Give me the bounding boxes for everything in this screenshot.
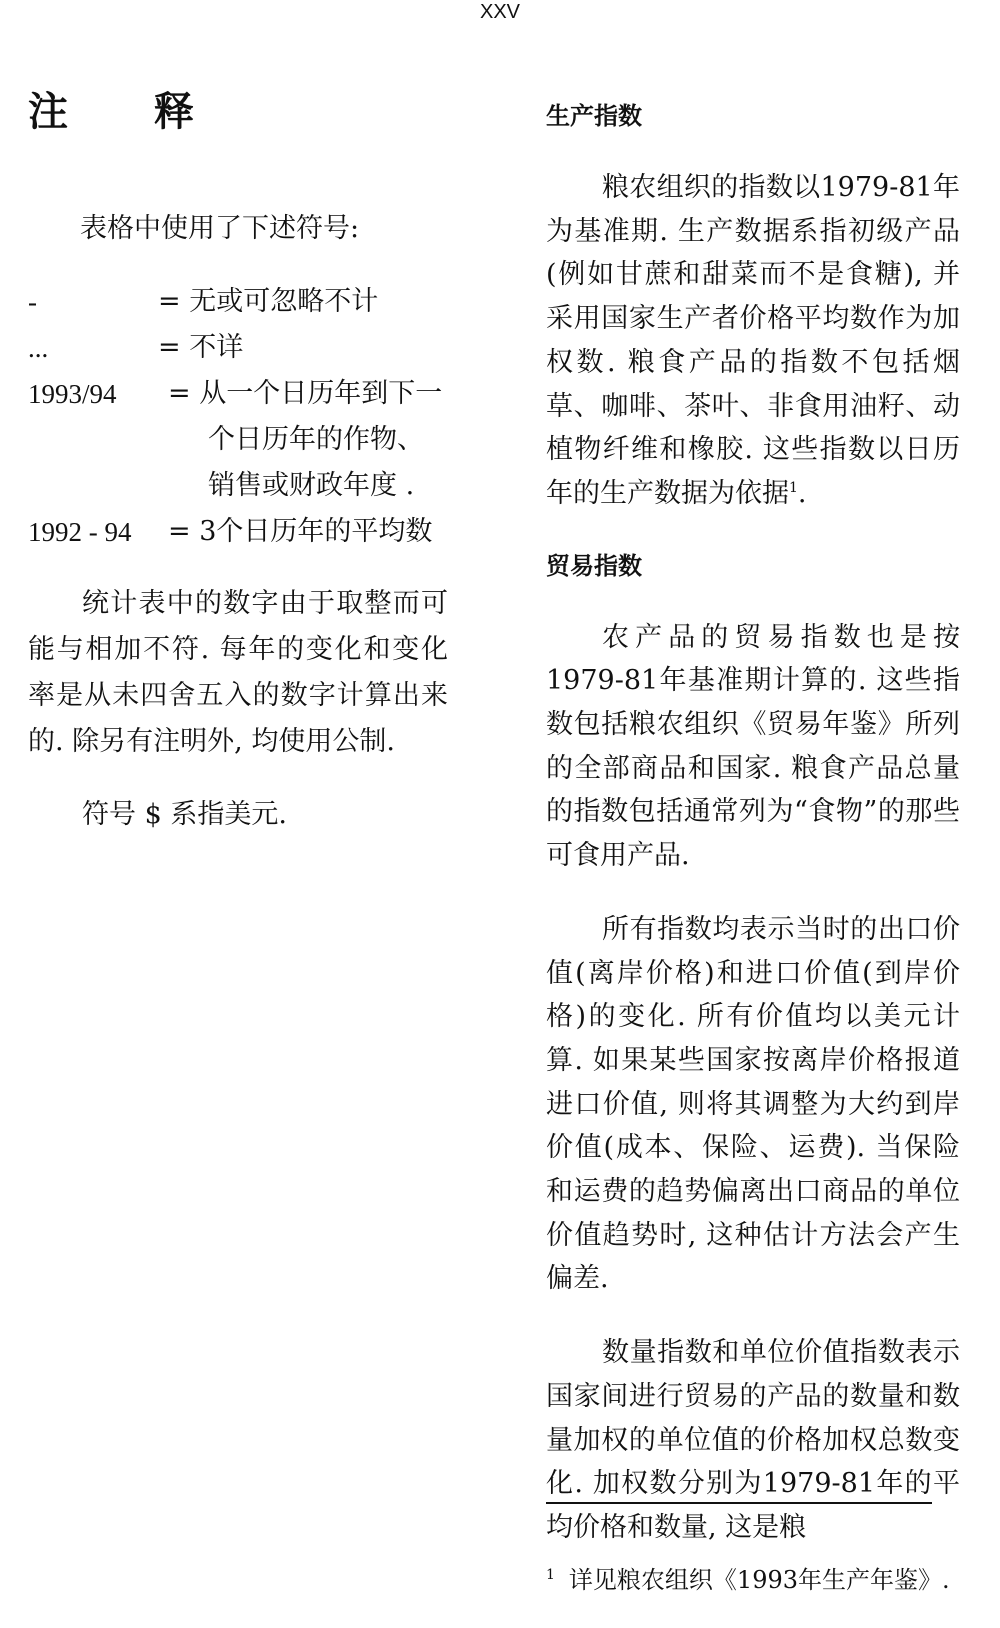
right-column bbox=[546, 96, 960, 1580]
symbol: - bbox=[28, 287, 37, 317]
symbol: ... bbox=[28, 333, 49, 363]
symbol-list bbox=[28, 279, 448, 555]
trade-paragraph: 农产品的贸易指数也是按1979-81年基准期计算的. 这些指数包括粮农组织《贸易年鉴》所列的全部商品和国家. 粮食产品总量的指数包括通常列为“食物”的那些可食用产品. bbox=[546, 621, 960, 872]
symbol-meaning: = 无或可忽略不计 bbox=[158, 286, 379, 317]
production-text-end: . bbox=[797, 477, 807, 509]
trade-paragraph: 所有指数均表示当时的出口价值(离岸价格)和进口价值(到岸价格)的变化. 所有价值均以美元计算. 如果某些国家按离岸价格报道进口价值, 则将其调整为大约到岸价值(成本、保险、运费). 当保险和运费的趋势偏离出口商品的单位价值趋势时, 这种估计方法会产生偏差. bbox=[546, 913, 960, 1295]
dollar-note: 符号 $ 系指美元. bbox=[82, 799, 287, 830]
production-text: 粮农组织的指数以1979-81年为基准期. 生产数据系指初级产品(例如甘蔗和甜菜而不是食糖), 并采用国家生产者价格平均数作为加权数. 粮食产品的指数不包括烟草、咖啡、茶叶、非食用油籽、动植物纤维和橡胶. 这些指数以日历年的生产数据为依据 bbox=[546, 172, 960, 509]
footnote bbox=[546, 1560, 950, 1595]
symbols-intro: 表格中使用了下述符号: bbox=[80, 213, 360, 244]
symbol: 1992 - 94 bbox=[28, 517, 132, 547]
footnote-text: 详见粮农组织《1993年生产年鉴》. bbox=[568, 1566, 950, 1594]
footnote-reference: 1 bbox=[789, 479, 798, 496]
page-number: XXV bbox=[479, 1, 521, 23]
footnote-divider bbox=[546, 1502, 932, 1504]
symbol: 1993/94 bbox=[28, 379, 117, 409]
symbol-row bbox=[28, 509, 448, 555]
trade-paragraph: 数量指数和单位价值指数表示国家间进行贸易的产品的数量和数量加权的单位值的价格加权总数变化. 加权数分别为1979-81年的平均价格和数量, 这是粮 bbox=[546, 1337, 960, 1543]
footnote-mark: 1 bbox=[546, 1567, 555, 1583]
left-column bbox=[28, 205, 448, 865]
symbol-meaning: = 3个日历年的平均数 bbox=[168, 516, 433, 547]
production-paragraph bbox=[546, 166, 960, 516]
symbol-meaning: = 不详 bbox=[158, 332, 244, 363]
page-title: 注 释 bbox=[28, 88, 230, 135]
symbol-row bbox=[28, 371, 448, 509]
trade-heading: 贸易指数 bbox=[546, 550, 642, 580]
symbol-meaning: = 从一个日历年到下一个日历年的作物、销售或财政年度 . bbox=[168, 378, 443, 501]
rounding-note: 统计表中的数字由于取整而可能与相加不符. 每年的变化和变化率是从未四舍五入的数字计算出来的. 除另有注明外, 均使用公制. bbox=[28, 588, 448, 757]
production-heading: 生产指数 bbox=[546, 101, 642, 130]
symbol-row bbox=[28, 325, 448, 371]
symbol-row bbox=[28, 279, 448, 325]
